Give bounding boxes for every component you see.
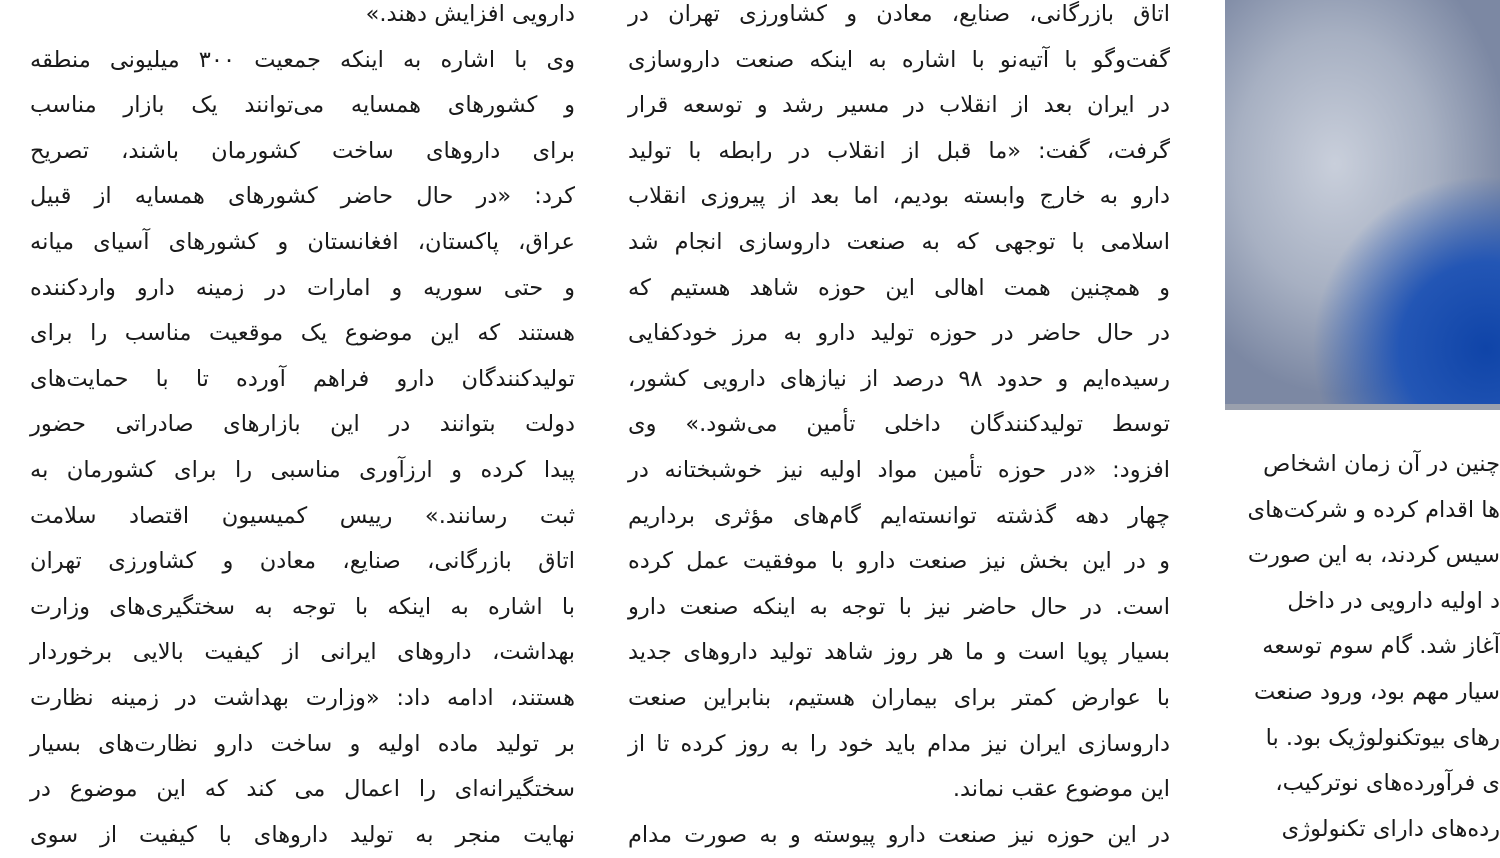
text-line: سیار مهم بود، ورود صنعت xyxy=(1254,678,1500,705)
text-line: وی با اشاره به اینکه جمعیت ۳۰۰ میلیونی منطقه xyxy=(30,46,575,73)
text-line: با عوارض کمتر برای بیماران هستیم، بنابراین صنعت xyxy=(628,684,1170,711)
text-line: چنین در آن زمان اشخاص xyxy=(1263,451,1500,477)
text-line: رسیده‌ایم و حدود ۹۸ درصد از نیازهای دارویی کشور، xyxy=(628,365,1170,392)
text-line: سیس کردند، به این صورت xyxy=(1247,542,1500,569)
text-line: در حال حاضر در حوزه تولید دارو به مرز خودکفایی xyxy=(628,320,1170,347)
text-line: گفت‌وگو با آتیه‌نو با اشاره به اینکه صنعت داروسازی xyxy=(628,46,1170,73)
text-line: و در این بخش نیز صنعت دارو با موفقیت عمل کرده xyxy=(628,548,1170,575)
text-line: سختگیرانه‌ای را اعمال می کند که این موضوع در xyxy=(30,776,575,803)
text-line: رده‌های دارای تکنولوژی xyxy=(1281,815,1500,842)
text-line: بهداشت، داروهای ایرانی از کیفیت بالایی برخوردار xyxy=(30,639,575,666)
text-line: نهایت منجر به تولید داروهای با کیفیت از سوی xyxy=(30,821,575,848)
article-column-right xyxy=(1223,442,1500,852)
text-line: اتاق بازرگانی، صنایع، معادن و کشاورزی تهران xyxy=(30,548,575,575)
text-line: و حتی سوریه و امارات در زمینه دارو واردکننده xyxy=(30,274,575,301)
text-line: پیدا کرده و ارزآوری مناسبی را برای کشورمان به xyxy=(30,456,575,483)
text-line: ثبت رسانند.» رییس کمیسیون اقتصاد سلامت xyxy=(30,502,575,529)
text-line: د اولیه دارویی در داخل xyxy=(1287,587,1500,614)
article-photo xyxy=(1225,0,1500,410)
text-line: گرفت، گفت: «ما قبل از انقلاب در رابطه با تولید xyxy=(628,137,1170,164)
text-line: داروسازی ایران نیز مدام باید خود را به روز کرده تا از xyxy=(628,730,1170,757)
text-line: کرد: «در حال حاضر کشورهای همسایه از قبیل xyxy=(30,183,575,210)
text-line: تولیدکنندگان دارو فراهم آورده تا با حمایت‌های xyxy=(30,365,575,392)
text-line: و همچنین همت اهالی این حوزه شاهد هستیم که xyxy=(628,274,1170,301)
text-line: چهار دهه گذشته توانسته‌ایم گام‌های مؤثری برداریم xyxy=(628,502,1170,529)
text-line: هستند، ادامه داد: «وزارت بهداشت در زمینه نظارت xyxy=(30,684,575,711)
text-line: اتاق بازرگانی، صنایع، معادن و کشاورزی تهران در xyxy=(628,1,1170,27)
text-line: دولت بتوانند در این بازارهای صادراتی حضور xyxy=(30,411,575,438)
text-line: در ایران بعد از انقلاب در مسیر رشد و توسعه قرار xyxy=(628,92,1170,119)
text-line: و کشورهای همسایه می‌توانند یک بازار مناسب xyxy=(30,92,575,119)
text-line: است. در حال حاضر نیز با توجه به اینکه صنعت دارو xyxy=(628,593,1170,620)
text-line: رهای بیوتکنولوژیک بود. با xyxy=(1265,724,1500,751)
text-line: هستند که این موضوع یک موقعیت مناسب را برای xyxy=(30,320,575,347)
text-line: افزود: «در حوزه تأمین مواد اولیه نیز خوشبختانه در xyxy=(628,456,1170,483)
article-column-left xyxy=(30,0,575,858)
text-line: برای داروهای ساخت کشورمان باشند، تصریح xyxy=(30,137,575,164)
text-line: ها اقدام کرده و شرکت‌های xyxy=(1247,496,1500,523)
text-line: بر تولید ماده اولیه و ساخت دارو نظارت‌های بسیار xyxy=(30,730,575,757)
text-line: در این حوزه نیز صنعت دارو پیوسته و به صورت مدام xyxy=(628,821,1170,848)
text-line: دارو به خارج وابسته بودیم، اما بعد از پیروزی انقلاب xyxy=(628,183,1170,210)
text-line: عراق، پاکستان، افغانستان و کشورهای آسیای میانه xyxy=(30,228,575,255)
text-line: اسلامی با توجهی که به صنعت داروسازی انجام شد xyxy=(628,228,1170,255)
text-line: آغاز شد. گام سوم توسعه xyxy=(1262,633,1500,660)
text-line: توسط تولیدکنندگان داخلی تأمین می‌شود.» وی xyxy=(628,411,1170,438)
text-line: این موضوع عقب نماند. xyxy=(952,776,1170,803)
text-line: ی فرآورده‌های نوترکیب، xyxy=(1275,770,1500,797)
text-line: با اشاره به اینکه با توجه به سختگیری‌های وزارت xyxy=(30,593,575,620)
article-column-middle xyxy=(628,0,1170,858)
text-line: بسیار پویا است و ما هر روز شاهد تولید داروهای جدید xyxy=(628,639,1170,666)
text-line: دارویی افزایش دهند.» xyxy=(365,1,575,27)
